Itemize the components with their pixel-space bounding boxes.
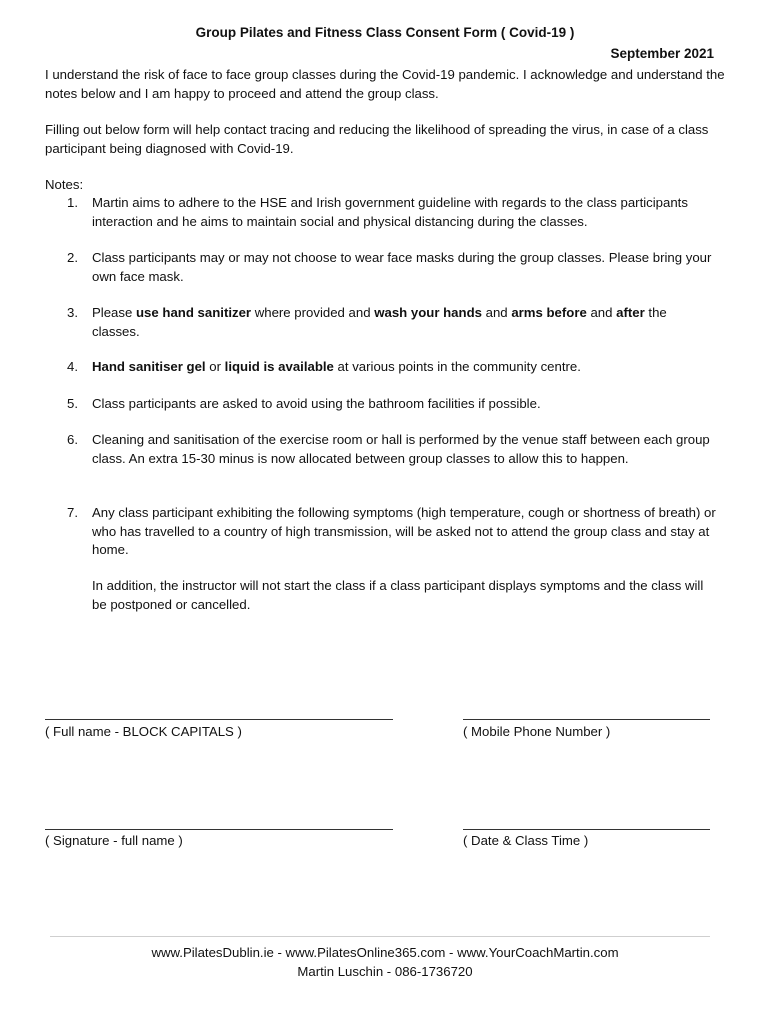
note-text: Class participants may or may not choose to wear face masks during the group classes. Please bring your own face mask. (92, 250, 712, 284)
note-text: Hand sanitiser gel or liquid is available at various points in the community centre. (92, 359, 581, 374)
signature-line[interactable] (45, 829, 393, 830)
emphasis: after (616, 305, 645, 320)
footer-divider (50, 936, 710, 937)
note-item-7 (67, 504, 717, 560)
note-number: 7. (67, 505, 78, 520)
full-name-line[interactable] (45, 719, 393, 720)
note-number: 6. (67, 432, 78, 447)
note-item-2 (67, 249, 717, 286)
note-text: In addition, the instructor will not start the class if a class participant displays symptoms and the class will be postponed or cancelled. (92, 578, 704, 612)
note-text: Class participants are asked to avoid using the bathroom facilities if possible. (92, 396, 541, 411)
emphasis: use hand sanitizer (136, 305, 252, 320)
note-item-5 (67, 395, 717, 414)
footer-websites: www.PilatesDublin.ie - www.PilatesOnline365.com - www.YourCoachMartin.com (151, 945, 619, 960)
note-number: 2. (67, 250, 78, 265)
note-number: 4. (67, 359, 78, 374)
note-text: Cleaning and sanitisation of the exercise room or hall is performed by the venue staff between each group class. An extra 15-30 minus is now allocated between group classes to allow this to happen. (92, 432, 710, 466)
note-item-3 (67, 304, 717, 341)
form-date: September 2021 (610, 46, 714, 61)
note-item-4 (67, 358, 717, 377)
note-item-7-addendum (67, 577, 717, 614)
emphasis: wash your hands (374, 305, 482, 320)
signature-label: ( Signature - full name ) (45, 833, 183, 848)
mobile-phone-line[interactable] (463, 719, 710, 720)
note-item-1 (67, 194, 717, 231)
mobile-phone-label: ( Mobile Phone Number ) (463, 724, 611, 739)
emphasis: arms before (511, 305, 587, 320)
intro-paragraph: I understand the risk of face to face group classes during the Covid-19 pandemic. I acknowledge and understand the notes below and I am happy to proceed and attend the group class. (45, 67, 725, 101)
note-number: 3. (67, 305, 78, 320)
full-name-label: ( Full name - BLOCK CAPITALS ) (45, 724, 242, 739)
date-class-time-line[interactable] (463, 829, 710, 830)
form-title: Group Pilates and Fitness Class Consent Form ( Covid-19 ) (195, 25, 575, 40)
note-number: 5. (67, 396, 78, 411)
note-text: Any class participant exhibiting the following symptoms (high temperature, cough or shortness of breath) or who has travelled to a country of high transmission, will be asked not to attend the group class and stay at home. (92, 505, 716, 557)
notes-heading: Notes: (45, 177, 84, 192)
date-class-time-label: ( Date & Class Time ) (463, 833, 589, 848)
emphasis: liquid is available (224, 359, 334, 374)
note-item-6 (67, 431, 717, 468)
note-text: Martin aims to adhere to the HSE and Irish government guideline with regards to the class participants interaction and he aims to maintain social and physical distancing during the classes. (92, 195, 688, 229)
note-number: 1. (67, 195, 78, 210)
purpose-paragraph: Filling out below form will help contact tracing and reducing the likelihood of spreading the virus, in case of a class participant being diagnosed with Covid-19. (45, 122, 709, 156)
note-text: Please use hand sanitizer where provided and wash your hands and arms before and after the classes. (92, 305, 667, 339)
footer-contact: Martin Luschin - 086-1736720 (297, 964, 473, 979)
emphasis: Hand sanitiser gel (92, 359, 206, 374)
